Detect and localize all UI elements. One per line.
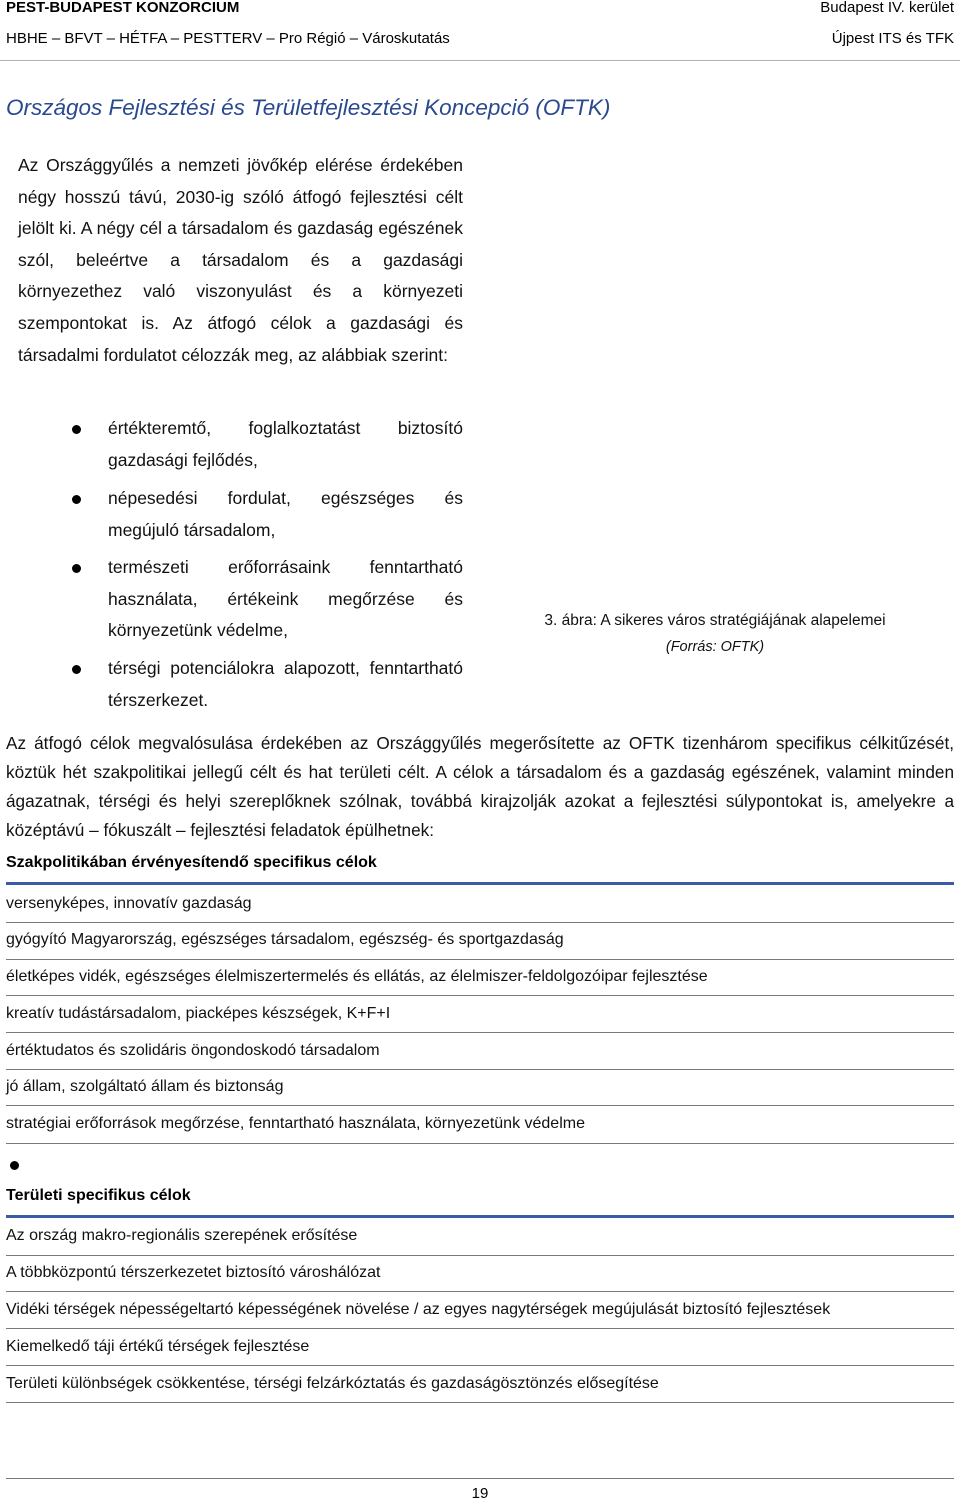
table-row: Kiemelkedő táji értékű térségek fejlesztése — [6, 1338, 310, 1355]
table-row: versenyképes, innovatív gazdaság — [6, 895, 252, 912]
sectoral-heading-rule — [6, 882, 954, 885]
page-number: 19 — [471, 1485, 489, 1502]
bullet-icon — [72, 564, 81, 573]
row-divider — [6, 1255, 954, 1256]
section-title: Országos Fejlesztési és Területfejlesztési Koncepció (OFTK) — [6, 95, 611, 120]
bullet-text: értékteremtő, foglalkoztatást biztosító gazdasági fejlődés, — [108, 418, 463, 470]
table-row: gyógyító Magyarország, egészséges társadalom, egészség- és sportgazdaság — [6, 931, 564, 948]
bullet-icon — [10, 1161, 19, 1170]
header-document-name: Újpest ITS és TFK — [831, 30, 954, 47]
table-row: jó állam, szolgáltató állam és biztonság — [6, 1078, 284, 1095]
footer-divider — [6, 1478, 954, 1479]
header-organization: PEST-BUDAPEST KONZORCIUM — [6, 0, 240, 16]
row-divider — [6, 1328, 954, 1329]
bullet-text: térségi potenciálokra alapozott, fenntartható térszerkezet. — [108, 658, 463, 710]
table-row: értéktudatos és szolidáris öngondoskodó társadalom — [6, 1042, 380, 1059]
figure-caption-source: (Forrás: OFTK) — [665, 639, 765, 655]
table-row: kreatív tudástársadalom, piacképes készségek, K+F+I — [6, 1005, 391, 1022]
territorial-heading-rule — [6, 1215, 954, 1218]
table-row: életképes vidék, egészséges élelmiszertermelés és ellátás, az élelmiszer-feldolgozóipar fejlesztése — [6, 968, 708, 985]
row-divider — [6, 1143, 954, 1144]
row-divider — [6, 1291, 954, 1292]
sectoral-goals-heading: Szakpolitikában érvényesítendő specifikus célok — [6, 854, 377, 871]
bullet-text: népesedési fordulat, egészséges és megújuló társadalom, — [108, 488, 463, 540]
figure-caption-label: 3. ábra: A sikeres város stratégiájának alapelemei — [544, 612, 886, 629]
row-divider — [6, 1032, 954, 1033]
header-divider — [0, 60, 960, 61]
row-divider — [6, 1402, 954, 1403]
intro-paragraph: Az Országgyűlés a nemzeti jövőkép elérése érdekében négy hosszú távú, 2030-ig szóló átfogó fejlesztési célt jelölt ki. A négy cél a társadalom és gazdaság egészének szól, beleértve a társadalom és a gazdasági környezethez való viszonyulást és a környezeti szempontokat is. Az átfogó célok a gazdasági és társadalmi fordulatot célozzák meg, az alábbiak szerint: — [18, 155, 463, 365]
row-divider — [6, 1069, 954, 1070]
header-partners: HBHE – BFVT – HÉTFA – PESTTERV – Pro Régió – Városkutatás — [6, 30, 450, 47]
bullet-icon — [72, 425, 81, 434]
row-divider — [6, 1105, 954, 1106]
body-paragraph: Az átfogó célok megvalósulása érdekében az Országgyűlés megerősítette az OFTK tizenhárom specifikus célkitűzését, köztük hét szakpolitikai jellegű célt és hat területi célt. A célok a társadalom és a gazdaság egészének, valamint minden ágazatnak, térségi és helyi szereplőknek szólnak, továbbá kirajzolják azokat a fejlesztési súlypontokat is, amelyekre a középtávú – fókuszált – fejlesztési feladatok épülhetnek: — [6, 733, 954, 840]
table-row: Területi különbségek csökkentése, térségi felzárkóztatás és gazdaságösztönzés elősegítése — [6, 1375, 659, 1392]
table-row: Vidéki térségek népességeltartó képességének növelése / az egyes nagytérségek megújulását biztosító fejlesztések — [6, 1301, 831, 1318]
table-row: A többközpontú térszerkezetet biztosító városhálózat — [6, 1264, 381, 1281]
row-divider — [6, 995, 954, 996]
territorial-goals-heading: Területi specifikus célok — [6, 1187, 191, 1204]
figure-caption — [480, 607, 950, 661]
header-district: Budapest IV. kerület — [820, 0, 954, 16]
row-divider — [6, 959, 954, 960]
row-divider — [6, 922, 954, 923]
row-divider — [6, 1365, 954, 1366]
bullet-text: természeti erőforrásaink fenntartható használata, értékeink megőrzése és környezetünk védelme, — [108, 557, 463, 641]
bullet-icon — [72, 495, 81, 504]
table-row: Az ország makro-regionális szerepének erősítése — [6, 1227, 358, 1244]
table-row: stratégiai erőforrások megőrzése, fenntartható használata, környezetünk védelme — [6, 1115, 585, 1132]
bullet-icon — [72, 665, 81, 674]
